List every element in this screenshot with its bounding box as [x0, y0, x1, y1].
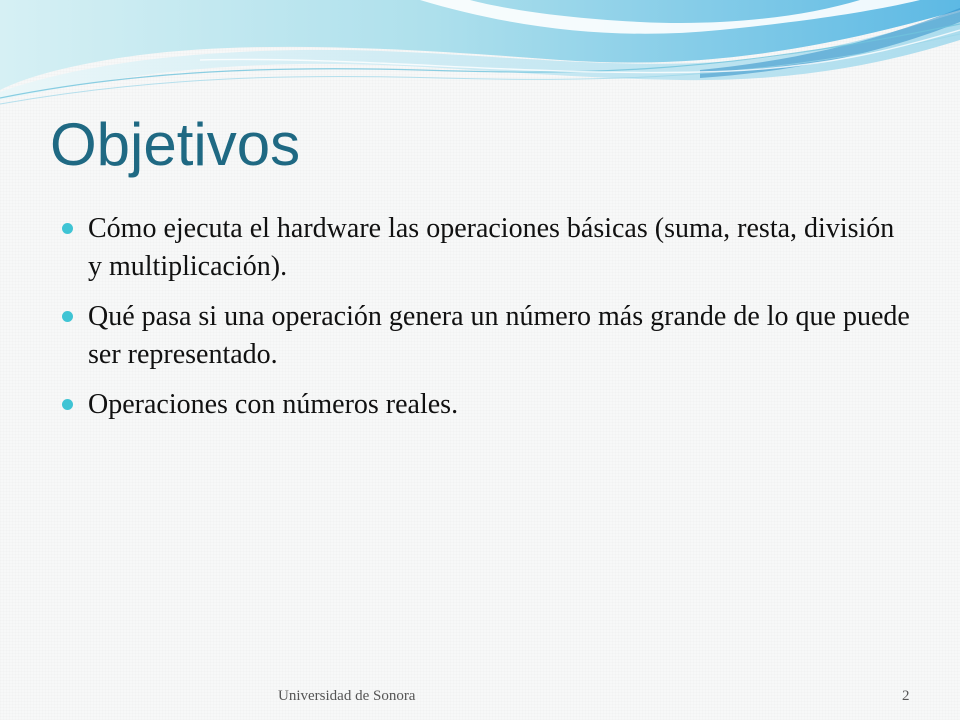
bullet-text: Cómo ejecuta el hardware las operaciones básicas (suma, resta, división y multiplicación).: [88, 213, 895, 282]
bullet-text: Operaciones con números reales.: [88, 389, 459, 420]
bullet-dot-icon: [62, 399, 73, 410]
bullet-item: [62, 298, 912, 374]
slide-number: 2: [902, 688, 910, 704]
footer-text: Universidad de Sonora: [278, 688, 416, 704]
slide-title: Objetivos: [50, 111, 301, 178]
header-wave-decoration: [0, 0, 960, 115]
bullet-list: [62, 210, 912, 436]
bullet-text: Qué pasa si una operación genera un número más grande de lo que puede ser representado.: [88, 301, 910, 370]
bullet-dot-icon: [62, 311, 73, 322]
bullet-item: [62, 386, 912, 424]
bullet-dot-icon: [62, 223, 73, 234]
bullet-item: [62, 210, 912, 286]
